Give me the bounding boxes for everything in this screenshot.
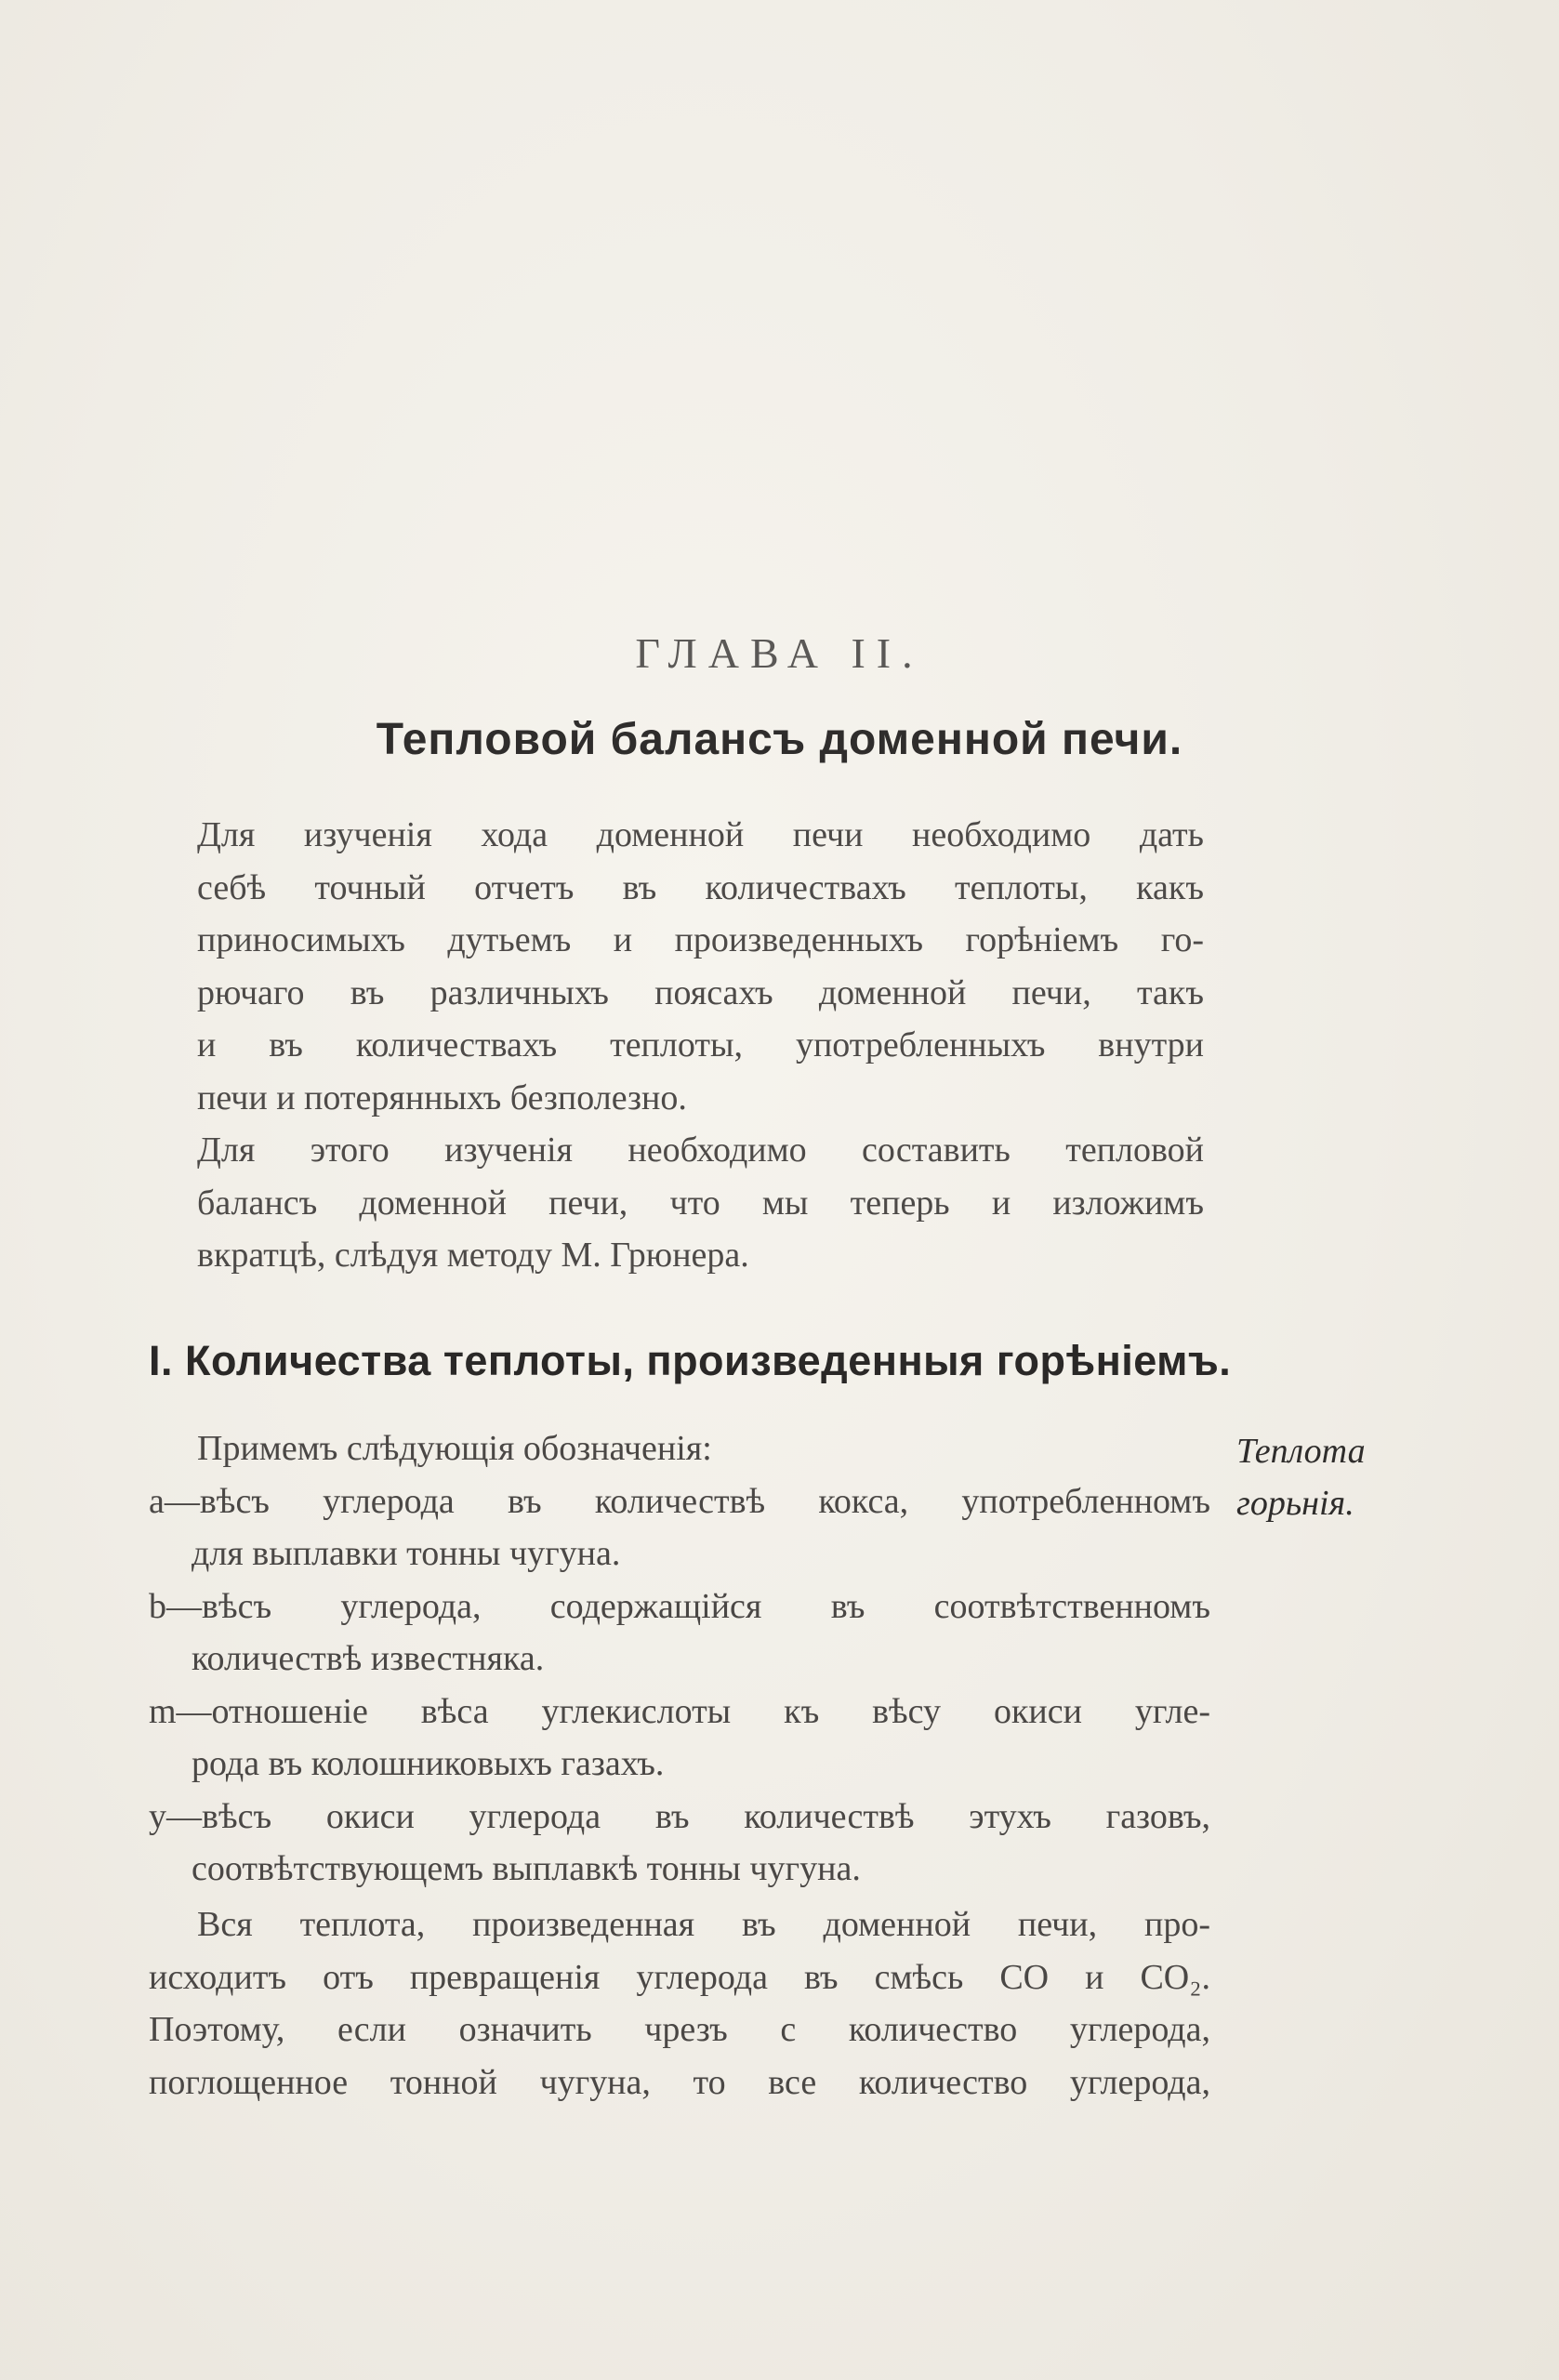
text-line: вкратцѣ, слѣдуя методу М. Грюнера. xyxy=(197,1236,749,1275)
text-line: исходитъ отъ превращенія углерода въ смѣсь CO и CO₂. xyxy=(149,1957,1210,1997)
definition-continuation: рода въ колошниковыхъ газахъ. xyxy=(192,1744,665,1783)
definition-line: a—вѣсъ углерода въ количествѣ кокса, употребленномъ xyxy=(149,1481,1210,1521)
text-line: себѣ точный отчетъ въ количествахъ теплоты, какъ xyxy=(197,867,1204,907)
definition-continuation: количествѣ известняка. xyxy=(192,1639,545,1678)
definitions-intro: Примемъ слѣдующія обозначенія: xyxy=(197,1429,712,1468)
section-title: I. Количества теплоты, произведенныя горѣніемъ. xyxy=(149,1337,1232,1384)
definitions-block xyxy=(149,1422,1210,1896)
definition-line: y—вѣсъ окиси углерода въ количествѣ этухъ газовъ, xyxy=(149,1796,1210,1836)
text-line: рючаго въ различныхъ поясахъ доменной печи, такъ xyxy=(197,972,1204,1012)
margin-note-line: Теплота xyxy=(1236,1432,1366,1471)
definition-line: b—вѣсъ углерода, содержащійся въ соотвѣтственномъ xyxy=(149,1586,1210,1626)
definition-item xyxy=(149,1580,1210,1686)
text-line: поглощенное тонной чугуна, то все количество углерода, xyxy=(149,2062,1210,2102)
text-line: Для изученія хода доменной печи необходимо дать xyxy=(197,815,1204,854)
definition-continuation: для выплавки тонны чугуна. xyxy=(192,1534,621,1573)
margin-note xyxy=(1236,1425,1366,1529)
text-line: и въ количествахъ теплоты, употребленныхъ внутри xyxy=(197,1025,1204,1064)
main-title: Тепловой балансъ доменной печи. xyxy=(376,715,1183,764)
text-line: Вся теплота, произведенная въ доменной печи, про- xyxy=(197,1905,1210,1944)
text-line: Для этого изученія необходимо составить тепловой xyxy=(197,1130,1204,1170)
margin-note-line: горьнія. xyxy=(1236,1484,1354,1523)
text-line: приносимыхъ дутьемъ и произведенныхъ горѣніемъ го- xyxy=(197,920,1204,959)
chapter-heading: ГЛАВА II. xyxy=(635,629,924,677)
text-line: балансъ доменной печи, что мы теперь и изложимъ xyxy=(197,1183,1204,1223)
definition-continuation: соотвѣтствующемъ выплавкѣ тонны чугуна. xyxy=(192,1849,861,1888)
intro-paragraph-2 xyxy=(197,1124,1204,1282)
text-line: Поэтому, если означить чрезъ c количество углерода, xyxy=(149,2010,1210,2049)
definition-item xyxy=(149,1686,1210,1791)
definition-item xyxy=(149,1475,1210,1580)
text-line: печи и потерянныхъ безполезно. xyxy=(197,1078,687,1117)
intro-paragraph-1 xyxy=(197,809,1204,1124)
closing-paragraph xyxy=(149,1898,1210,2109)
definition-line: m—отношеніе вѣса углекислоты къ вѣсу окиси угле- xyxy=(149,1691,1210,1731)
definition-item xyxy=(149,1791,1210,1896)
